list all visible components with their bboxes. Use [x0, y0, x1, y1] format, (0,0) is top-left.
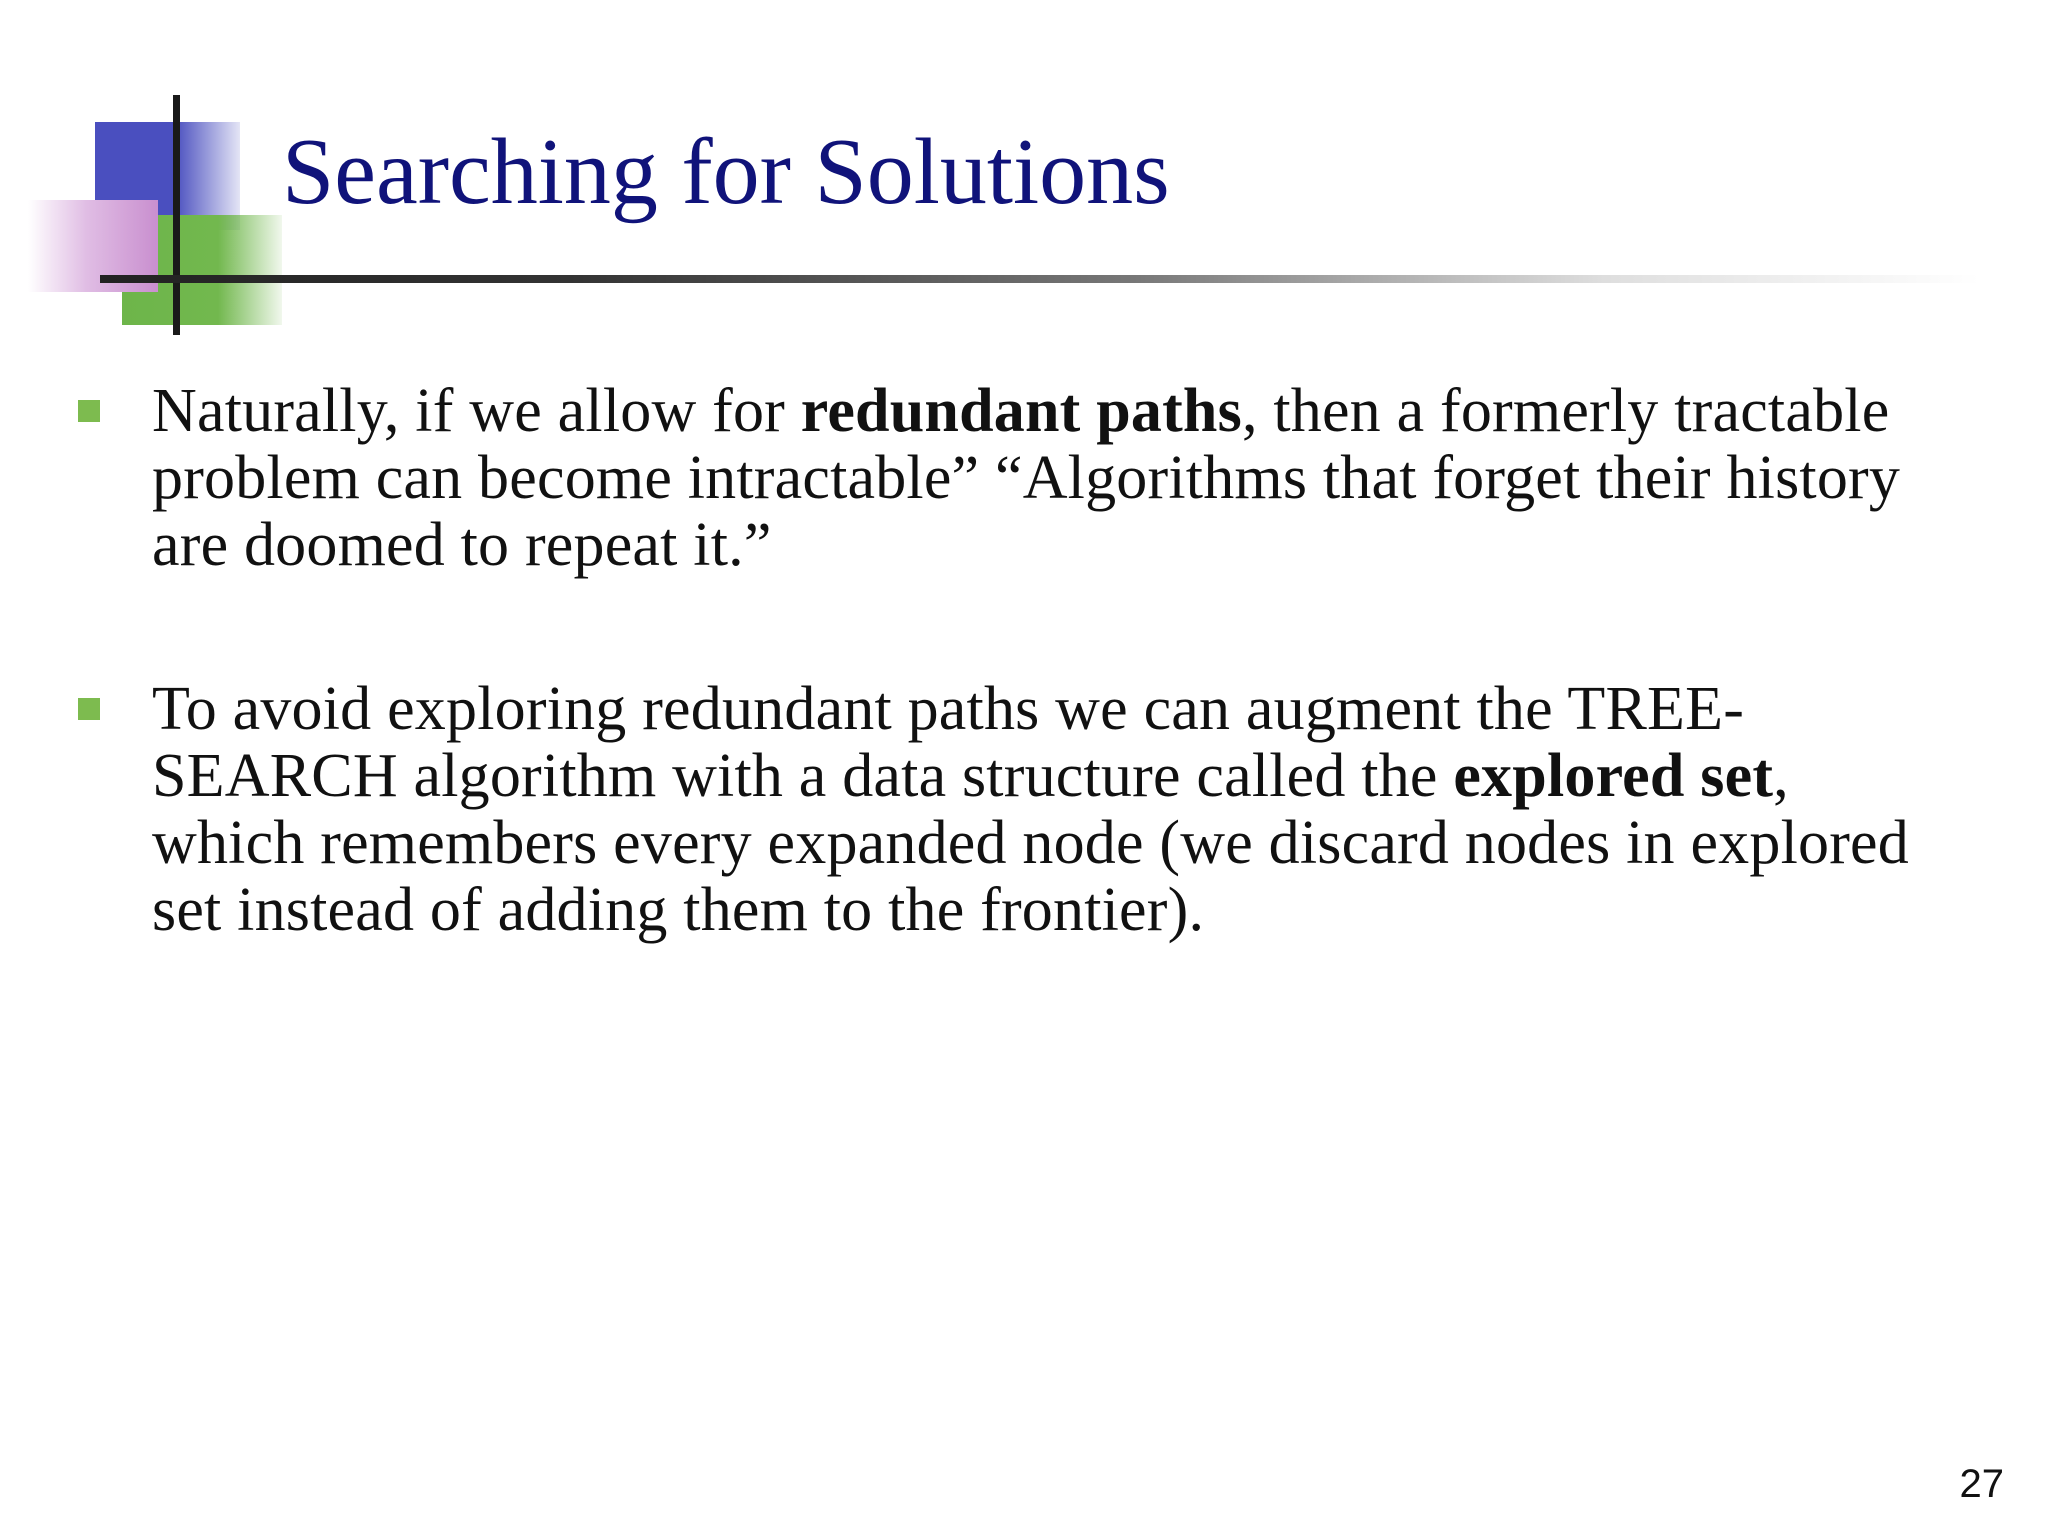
- vertical-rule: [173, 95, 180, 335]
- square-bullet-icon: [78, 400, 100, 422]
- page-number: 27: [1959, 1462, 2004, 1506]
- bullet-text-end: , then a formerly tractable problem can become intractable” “Algorithms that forget their history are doomed to repeat it.”: [152, 377, 1901, 579]
- title-underline-rule: [100, 275, 1980, 283]
- bullet-text: [152, 676, 1952, 944]
- bullet-text-end: , which remembers every expanded node (we discard nodes in explored set instead of adding them to the frontier).: [152, 742, 1909, 944]
- bullet-bold-term: explored set: [1453, 742, 1774, 810]
- bullet-text-start: To avoid exploring redundant paths we can augment the TREE-SEARCH algorithm with a data structure called the: [152, 675, 1745, 810]
- bullet-item: [152, 676, 1952, 944]
- bullet-text: [152, 378, 1952, 579]
- overlapping-squares-logo: [0, 0, 300, 340]
- bullet-item: [152, 378, 1952, 579]
- bullet-text-start: Naturally, if we allow for: [152, 377, 801, 445]
- bullet-bold-term: redundant paths: [800, 377, 1242, 445]
- square-bullet-icon: [78, 698, 100, 720]
- slide-title: Searching for Solutions: [282, 120, 1170, 224]
